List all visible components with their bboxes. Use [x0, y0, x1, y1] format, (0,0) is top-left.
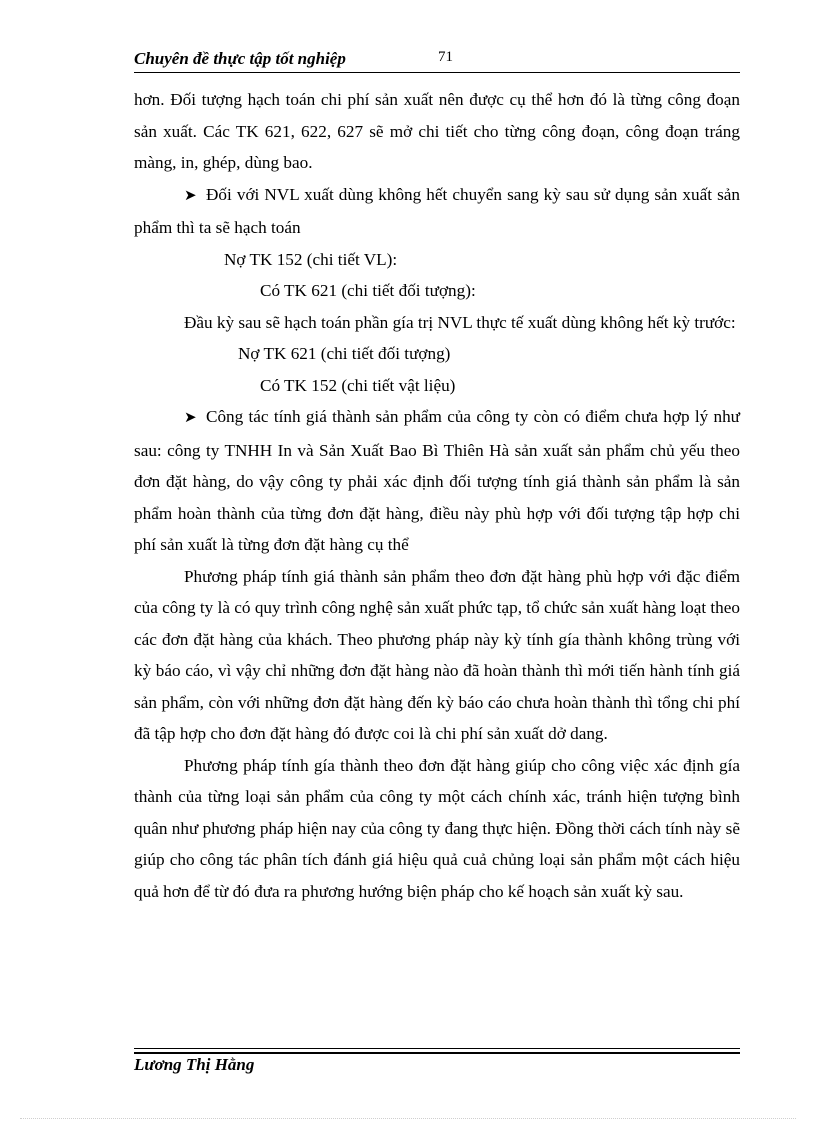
paragraph-4	[134, 401, 740, 561]
document-title: Chuyên đề thực tập tốt nghiệp	[134, 49, 346, 68]
paragraph-1: hơn. Đối tượng hạch toán chi phí sản xuất nên được cụ thể hơn đó là từng công đoạn sản xuất. Các TK 621, 622, 627 sẽ mở chi tiết cho từng công đoạn, công đoạn tráng màng, in, ghép, dùng bao.	[134, 90, 740, 172]
journal-entry-credit-1: Có TK 621 (chi tiết đối tượng):	[260, 281, 476, 300]
page-number: 71	[438, 49, 453, 65]
paragraph-4-text: Công tác tính giá thành sản phẩm của công ty còn có điểm chưa hợp lý như sau: công ty TNHH In và Sản Xuất Bao Bì Thiên Hà sản xuất sản phẩm chủ yếu theo đơn đặt hàng, do vậy công ty phải xác định đối tượng tính giá thành sản phẩm là sản phẩm hoàn thành của từng đơn đặt hàng, điều này phù hợp với đối tượng tập hợp chi phí sản xuất là từng đơn đặt hàng cụ thể	[134, 407, 740, 554]
footer-divider-thin	[134, 1048, 740, 1049]
journal-entry-debit-1: Nợ TK 152 (chi tiết VL):	[224, 249, 398, 269]
arrow-bullet-icon: ➤	[184, 187, 197, 204]
paragraph-3: Đầu kỳ sau sẽ hạch toán phần gía trị NVL thực tế xuất dùng không hết kỳ trước:	[184, 312, 736, 332]
paragraph-2	[134, 179, 740, 244]
page-header	[134, 48, 740, 74]
paragraph-6: Phương pháp tính gía thành theo đơn đặt hàng giúp cho công việc xác định gía thành của từng loại sản phẩm của công ty một cách chính xác, tránh hiện tượng bình quân như phương pháp hiện nay của công ty đang thực hiện. Đồng thời cách tính này sẽ giúp cho công tác phân tích đánh giá hiệu quả cuả chủng loại sản phẩm một cách hiệu quả hơn để từ đó đưa ra phương hướng biện pháp cho kế hoạch sản xuất kỳ sau.	[134, 755, 740, 901]
arrow-bullet-icon: ➤	[184, 410, 197, 426]
header-divider	[134, 72, 740, 73]
paragraph-2-text: Đối với NVL xuất dùng không hết chuyển sang kỳ sau sử dụng sản xuất sản phẩm thì ta sẽ hạch toán	[134, 184, 740, 237]
journal-entry-debit-2: Nợ TK 621 (chi tiết đối tượng)	[238, 344, 451, 363]
document-body	[134, 84, 740, 907]
page-bottom-border	[20, 1118, 796, 1119]
journal-entry-credit-2: Có TK 152 (chi tiết vật liệu)	[260, 375, 456, 395]
paragraph-5: Phương pháp tính giá thành sản phẩm theo đơn đặt hàng phù hợp với đặc điểm của công ty là có quy trình công nghệ sản xuất phức tạp, tổ chức sản xuất hàng loạt theo các đơn đặt hàng của khách. Theo phương pháp này kỳ tính gía thành không trùng với kỳ báo cáo, vì vậy chỉ những đơn đặt hàng nào đã hoàn thành thì mới tiến hành tính giá sản phẩm, còn với những đơn đặt hàng đến kỳ báo cáo chưa hoàn thành thì tổng chi phí đã tập hợp cho đơn đặt hàng đó được coi là chi phí sản xuất dở dang.	[134, 566, 740, 743]
footer-author: Lương Thị Hằng	[134, 1055, 255, 1074]
footer-divider-thick	[134, 1052, 740, 1054]
